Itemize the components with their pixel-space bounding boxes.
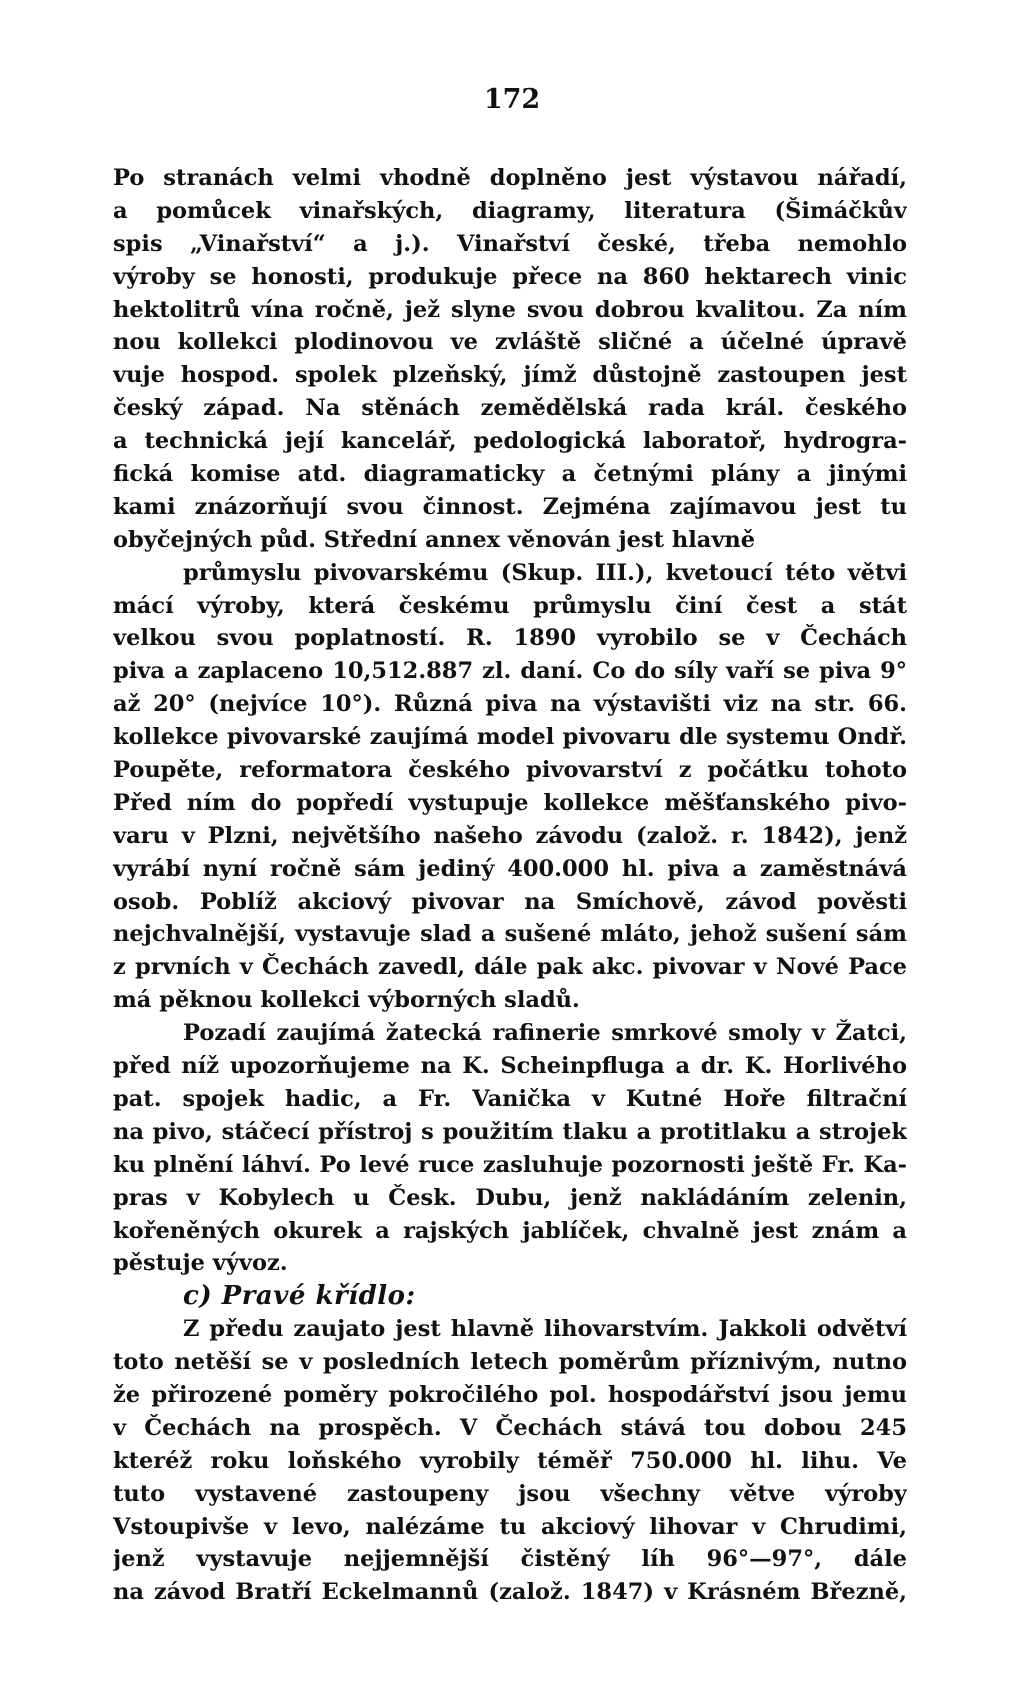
text-line: pat. spojek hadic, a Fr. Vanička v Kutné Hoře filtrační: [113, 1085, 907, 1112]
page-number: 172: [483, 84, 541, 115]
text-line: ku plnění láhví. Po levé ruce zasluhuje pozornosti ještě Fr. Ka-: [113, 1151, 907, 1178]
text-line: nejchvalnější, vystavuje slad a sušené mláto, jehož sušení sám: [113, 921, 907, 948]
text-line: tuto vystavené zastoupeny jsou všechny větve výroby: [113, 1480, 907, 1507]
text-line: fická komise atd. diagramaticky a četnými plány a jinými: [113, 461, 907, 488]
text-line: v Čechách na prospěch. V Čechách stává tou dobou 245: [113, 1414, 907, 1441]
text-line: a pomůcek vinařských, diagramy, literatura (Šimáčkův: [113, 197, 907, 224]
text-line: vuje hospod. spolek plzeňský, jímž důstojně zastoupen jest: [113, 362, 907, 389]
text-line: Pozadí zaujímá žatecká rafinerie smrkové smoly v Žatci,: [183, 1020, 907, 1047]
text-line: c) Pravé křídlo:: [183, 1281, 416, 1312]
text-line: piva a zaplaceno 10,512.887 zl. daní. Co do síly vaří se piva 9°: [113, 658, 907, 685]
text-line: že přirozené poměry pokročilého pol. hospodářství jsou jemu: [113, 1381, 907, 1408]
text-line: Poupěte, reformatora českého pivovarství z počátku tohoto: [113, 757, 907, 784]
text-line: pras v Kobylech u Česk. Dubu, jenž nakládáním zelenin,: [113, 1184, 907, 1211]
text-line: velkou svou poplatností. R. 1890 vyrobilo se v Čechách: [113, 625, 907, 652]
text-line: mácí výroby, která českému průmyslu činí čest a stát: [113, 592, 907, 619]
text-line: nou kollekci plodinovou ve zvláště sličné a účelné úpravě: [113, 329, 907, 356]
text-line: kořeněných okurek a rajských jablíček, chvalně jest znám a: [113, 1217, 907, 1244]
text-line: průmyslu pivovarskému (Skup. III.), kvetoucí této větvi: [183, 559, 907, 586]
text-line: kami znázorňují svou činnost. Zejména zajímavou jest tu: [113, 493, 907, 520]
text-line: Vstoupivše v levo, nalézáme tu akciový lihovar v Chrudimi,: [113, 1513, 907, 1540]
text-line: varu v Plzni, největšího našeho závodu (založ. r. 1842), jenž: [113, 822, 907, 849]
text-line: hektolitrů vína ročně, jež slyne svou dobrou kvalitou. Za ním: [113, 296, 907, 323]
text-line: Po stranách velmi vhodně doplněno jest výstavou nářadí,: [113, 165, 907, 191]
text-line: vyrábí nyní ročně sám jediný 400.000 hl. piva a zaměstnává: [113, 855, 907, 882]
text-line: před níž upozorňujeme na K. Scheinpfluga a dr. K. Horlivého: [113, 1053, 907, 1080]
text-line: na závod Bratří Eckelmannů (založ. 1847) v Krásném Březně,: [113, 1579, 907, 1606]
text-line: kollekce pivovarské zaujímá model pivovaru dle systemu Ondř.: [113, 724, 907, 751]
text-line: má pěknou kollekci výborných sladů.: [113, 987, 580, 1014]
body-text: [113, 162, 907, 1609]
text-line: český západ. Na stěnách zemědělská rada král. českého: [113, 395, 907, 422]
text-line: na pivo, stáčecí přístroj s použitím tlaku a protitlaku a strojek: [113, 1118, 907, 1145]
text-line: a technická její kancelář, pedologická laboratoř, hydrogra-: [113, 428, 907, 455]
text-line: osob. Poblíž akciový pivovar na Smíchově, závod pověsti: [113, 888, 907, 915]
text-line: spis „Vinařství“ a j.). Vinařství české, třeba nemohlo: [113, 230, 907, 257]
text-line: Z předu zaujato jest hlavně lihovarstvím. Jakkoli odvětví: [183, 1316, 907, 1343]
text-line: z prvních v Čechách zavedl, dále pak akc. pivovar v Nové Pace: [113, 954, 907, 981]
text-line: jenž vystavuje nejjemnější čistěný líh 96°—97°, dále: [113, 1546, 907, 1573]
text-line: výroby se honosti, produkuje přece na 860 hektarech vinic: [113, 263, 907, 290]
text-line: pěstuje vývoz.: [113, 1250, 288, 1277]
text-line: kteréž roku loňského vyrobily téměř 750.000 hl. lihu. Ve: [113, 1447, 907, 1474]
text-line: obyčejných půd. Střední annex věnován jest hlavně: [113, 526, 756, 553]
text-line: Před ním do popředí vystupuje kollekce měšťanského pivo-: [113, 789, 907, 816]
text-line: toto netěší se v posledních letech poměrům příznivým, nutno: [113, 1349, 907, 1376]
text-line: až 20° (nejvíce 10°). Různá piva na výstavišti viz na str. 66.: [113, 691, 907, 718]
